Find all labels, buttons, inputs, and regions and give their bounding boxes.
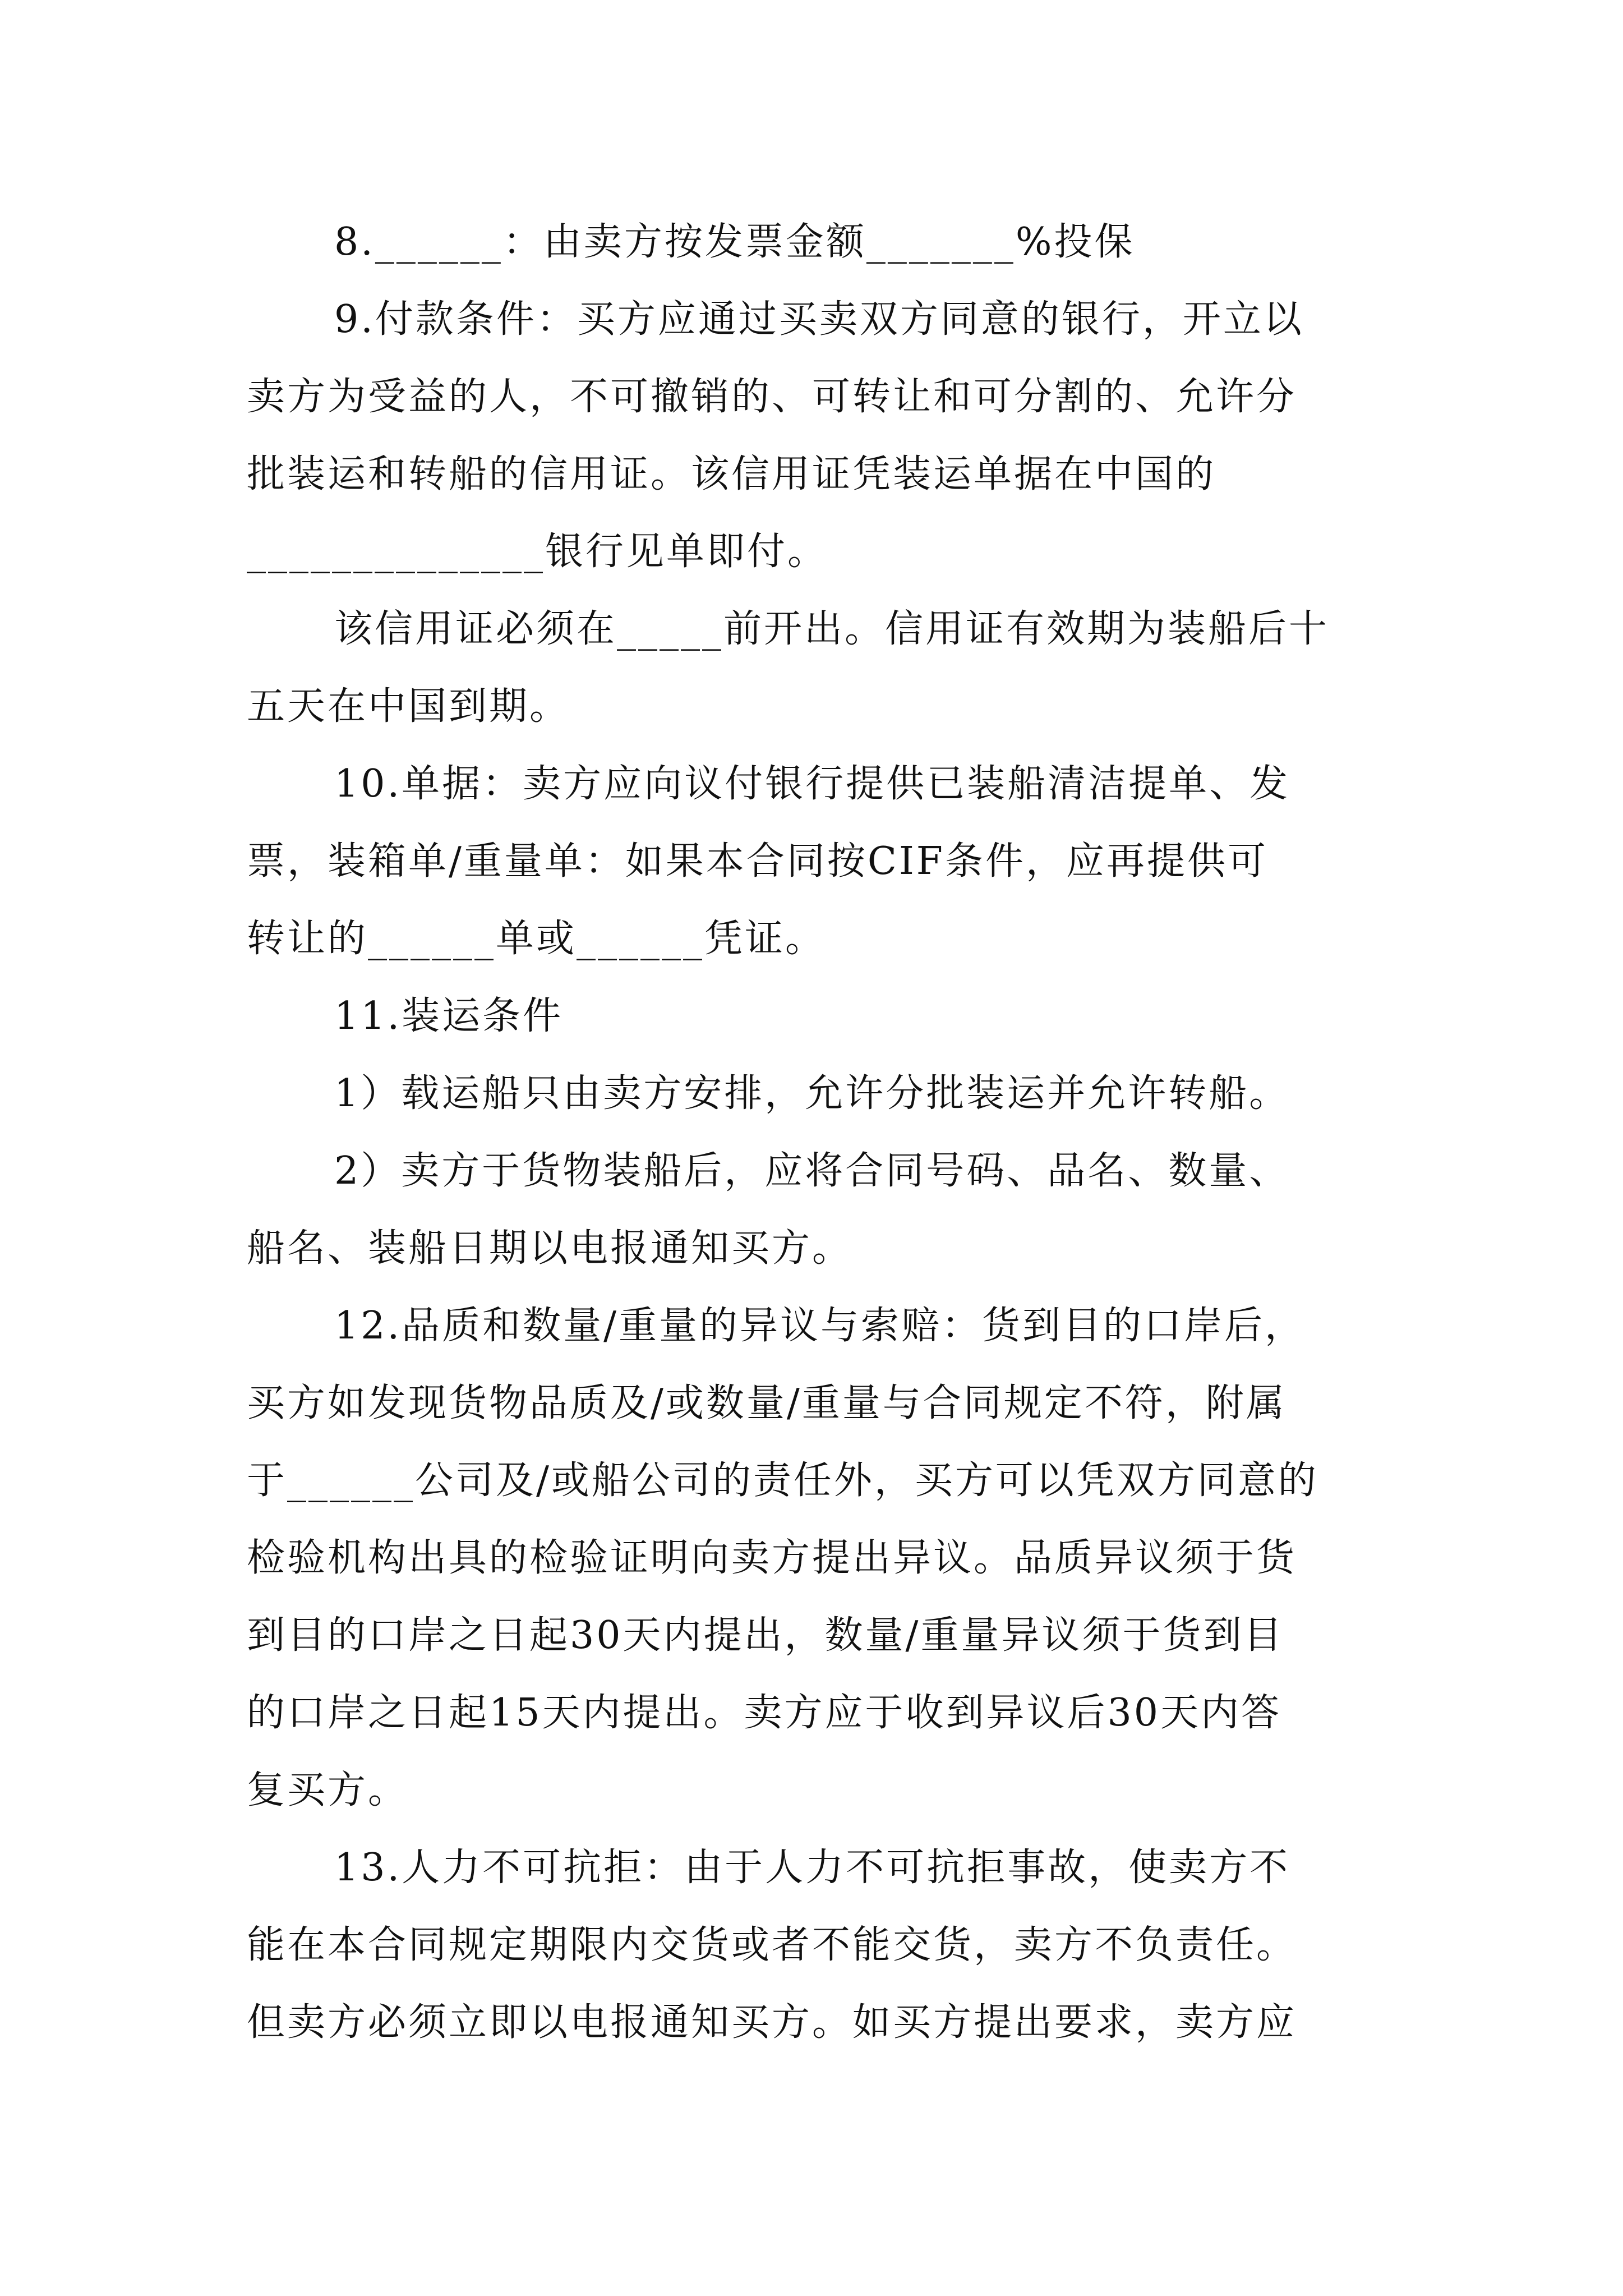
clause-8-insurance: 8.______：由卖方按发票金额_______%投保: [334, 220, 1135, 264]
text-line: 五天在中国到期。: [247, 684, 570, 729]
text-line: 买方如发现货物品质及/或数量/重量与合同规定不符，附属: [247, 1381, 1287, 1425]
text-line: 的口岸之日起15天内提出。卖方应于收到异议后30天内答: [247, 1691, 1282, 1735]
text-line: 批装运和转船的信用证。该信用证凭装运单据在中国的: [247, 452, 1216, 496]
clause-12-claims-heading: 12.品质和数量/重量的异议与索赔：货到目的口岸后，: [334, 1304, 1306, 1348]
list-item: 2）卖方于货物装船后，应将合同号码、品名、数量、: [334, 1149, 1290, 1193]
clause-9-payment-heading: 9.付款条件：买方应通过买卖双方同意的银行，开立以: [334, 297, 1304, 342]
text-line: 票，装箱单/重量单：如果本合同按CIF条件，应再提供可: [247, 839, 1268, 884]
text-line: 复买方。: [247, 1768, 409, 1812]
text-line: 船名、装船日期以电报通知买方。: [247, 1226, 853, 1271]
clause-11-shipment-heading: 11.装运条件: [334, 994, 564, 1038]
text-line: ______________银行见单即付。: [247, 530, 828, 574]
text-line: 能在本合同规定期限内交货或者不能交货，卖方不负责任。: [247, 1923, 1297, 1967]
clause-10-documents-heading: 10.单据：卖方应向议付银行提供已装船清洁提单、发: [334, 762, 1290, 806]
list-item: 1）载运船只由卖方安排，允许分批装运并允许转船。: [334, 1071, 1290, 1116]
paragraph-start: 该信用证必须在_____前开出。信用证有效期为装船后十: [334, 607, 1330, 651]
text-line: 检验机构出具的检验证明向卖方提出异议。品质异议须于货: [247, 1536, 1297, 1580]
text-line: 但卖方必须立即以电报通知买方。如买方提出要求，卖方应: [247, 2000, 1297, 2045]
text-line: 于______公司及/或船公司的责任外，买方可以凭双方同意的: [247, 1458, 1318, 1503]
text-line: 转让的______单或______凭证。: [247, 917, 826, 961]
clause-13-force-majeure-heading: 13.人力不可抗拒：由于人力不可抗拒事故，使卖方不: [334, 1846, 1290, 1890]
text-line: 卖方为受益的人，不可撤销的、可转让和可分割的、允许分: [247, 375, 1297, 419]
text-line: 到目的口岸之日起30天内提出，数量/重量异议须于货到目: [247, 1613, 1284, 1658]
